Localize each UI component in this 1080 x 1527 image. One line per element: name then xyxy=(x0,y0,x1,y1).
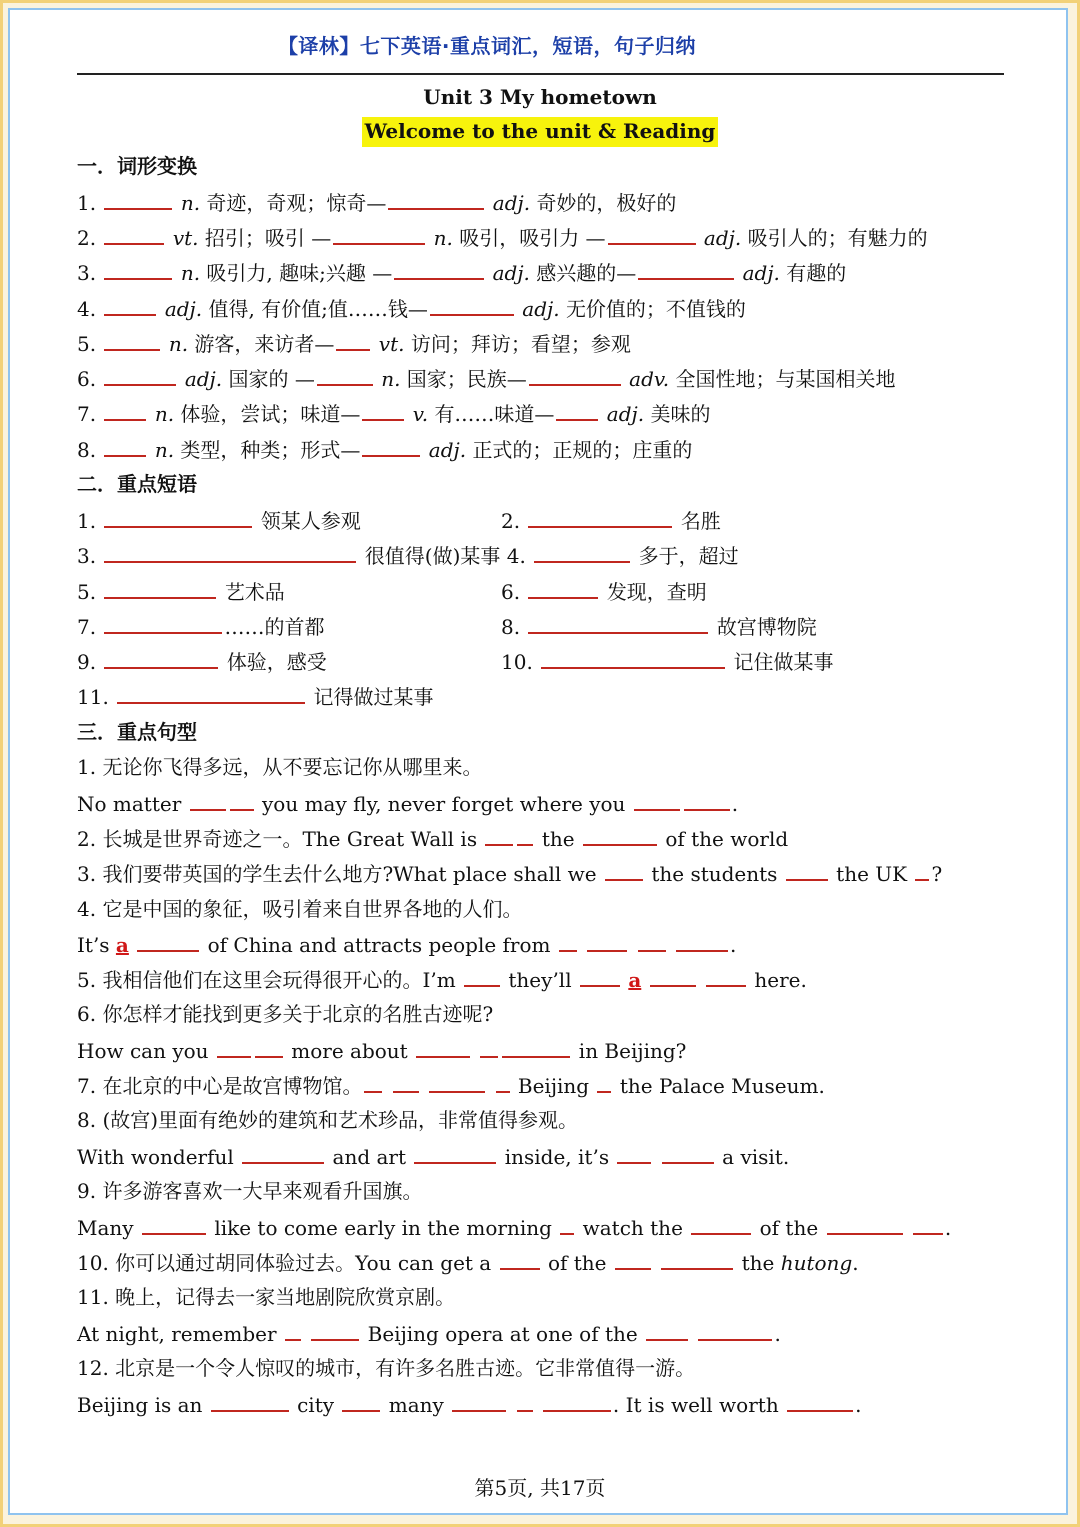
vocab-line-5: 5. n. 游客，来访者— vt. 访问；拜访；看望；参观 xyxy=(77,327,1037,359)
sentence-8-english: With wonderful and art inside, it’s a visit. xyxy=(77,1140,1037,1172)
sentence-9-english: Many like to come early in the morning watch the of the . xyxy=(77,1211,1037,1243)
sentence-5: 5. 我相信他们在这里会玩得很开心的。I’m they’ll a here. xyxy=(77,963,1037,995)
vocab-line-6: 6. adj. 国家的 — n. 国家；民族— adv. 全国性地；与某国相关地 xyxy=(77,362,1037,394)
phrase-row-6: 11. 记得做过某事 xyxy=(77,680,1037,712)
sentence-11-english: At night, remember Beijing opera at one of the . xyxy=(77,1317,1037,1349)
answer-a: a xyxy=(115,933,129,957)
sentence-4-english: It’s a of China and attracts people from . xyxy=(77,928,1037,960)
answer-a: a xyxy=(628,968,642,992)
header-rule xyxy=(77,73,1004,75)
page-number: 第5页, 共17页 xyxy=(474,1476,606,1500)
sentence-6-english: How can you more about in Beijing? xyxy=(77,1034,1037,1066)
section-sentences-heading: 三．重点句型 xyxy=(77,720,197,744)
sentence-1-english: No matter you may fly, never forget where you . xyxy=(77,787,1037,819)
vocab-line-4: 4. adj. 值得, 有价值;值……钱— adj. 无价值的；不值钱的 xyxy=(77,292,1037,324)
sentence-10: 10. 你可以通过胡同体验过去。You can get a of the the hutong. xyxy=(77,1246,1037,1278)
sentence-11-chinese: 11. 晚上，记得去一家当地剧院欣赏京剧。 xyxy=(77,1285,456,1309)
sentence-1-chinese: 1. 无论你飞得多远，从不要忘记你从哪里来。 xyxy=(77,755,483,779)
phrase-row-3: 5. 艺术品 6. 发现，查明 xyxy=(77,575,1037,607)
vocab-line-7: 7. n. 体验，尝试；味道— v. 有……味道— adj. 美味的 xyxy=(77,397,1037,429)
phrase-row-1: 1. 领某人参观 2. 名胜 xyxy=(77,504,1037,536)
sentence-6-chinese: 6. 你怎样才能找到更多关于北京的名胜古迹呢? xyxy=(77,1002,494,1026)
unit-title: Unit 3 My hometown xyxy=(423,85,657,109)
header-title-text: 【译林】七下英语·重点词汇，短语，句子归纳 xyxy=(277,34,697,58)
vocab-line-8: 8. n. 类型，种类；形式— adj. 正式的；正规的；庄重的 xyxy=(77,433,1037,465)
document-header xyxy=(0,30,1080,59)
phrase-row-4: 7. ……的首都 8. 故宫博物院 xyxy=(77,610,1037,642)
vocab-line-2: 2. vt. 招引；吸引 — n. 吸引，吸引力 — adj. 吸引人的；有魅力的 xyxy=(77,221,1037,253)
sentence-4-chinese: 4. 它是中国的象征，吸引着来自世界各地的人们。 xyxy=(77,897,523,921)
sentence-2: 2. 长城是世界奇迹之一。The Great Wall is the of the world xyxy=(77,822,1037,854)
sentence-12-english: Beijing is an city many . It is well worth . xyxy=(77,1388,1037,1420)
phrase-row-2: 3. 很值得(做)某事 4. 多于，超过 xyxy=(77,539,1037,571)
sentence-3: 3. 我们要带英国的学生去什么地方?What place shall we the students the UK ? xyxy=(77,857,1037,889)
sentence-12-chinese: 12. 北京是一个令人惊叹的城市，有许多名胜古迹。它非常值得一游。 xyxy=(77,1356,696,1380)
highlighted-subtitle: Welcome to the unit & Reading xyxy=(362,117,719,147)
section-phrases-heading: 二．重点短语 xyxy=(77,472,197,496)
sentence-7: 7. 在北京的中心是故宫博物馆。 Beijing the Palace Museum. xyxy=(77,1069,1037,1101)
section-vocab-heading: 一．词形变换 xyxy=(77,154,197,178)
sentence-8-chinese: 8. (故宫)里面有绝妙的建筑和艺术珍品，非常值得参观。 xyxy=(77,1108,579,1132)
phrase-row-5: 9. 体验，感受 10. 记住做某事 xyxy=(77,645,1037,677)
vocab-line-1: 1. n. 奇迹，奇观；惊奇— adj. 奇妙的，极好的 xyxy=(77,186,1037,218)
vocab-line-3: 3. n. 吸引力, 趣味;兴趣 — adj. 感兴趣的— adj. 有趣的 xyxy=(77,256,1037,288)
sentence-9-chinese: 9. 许多游客喜欢一大早来观看升国旗。 xyxy=(77,1179,423,1203)
